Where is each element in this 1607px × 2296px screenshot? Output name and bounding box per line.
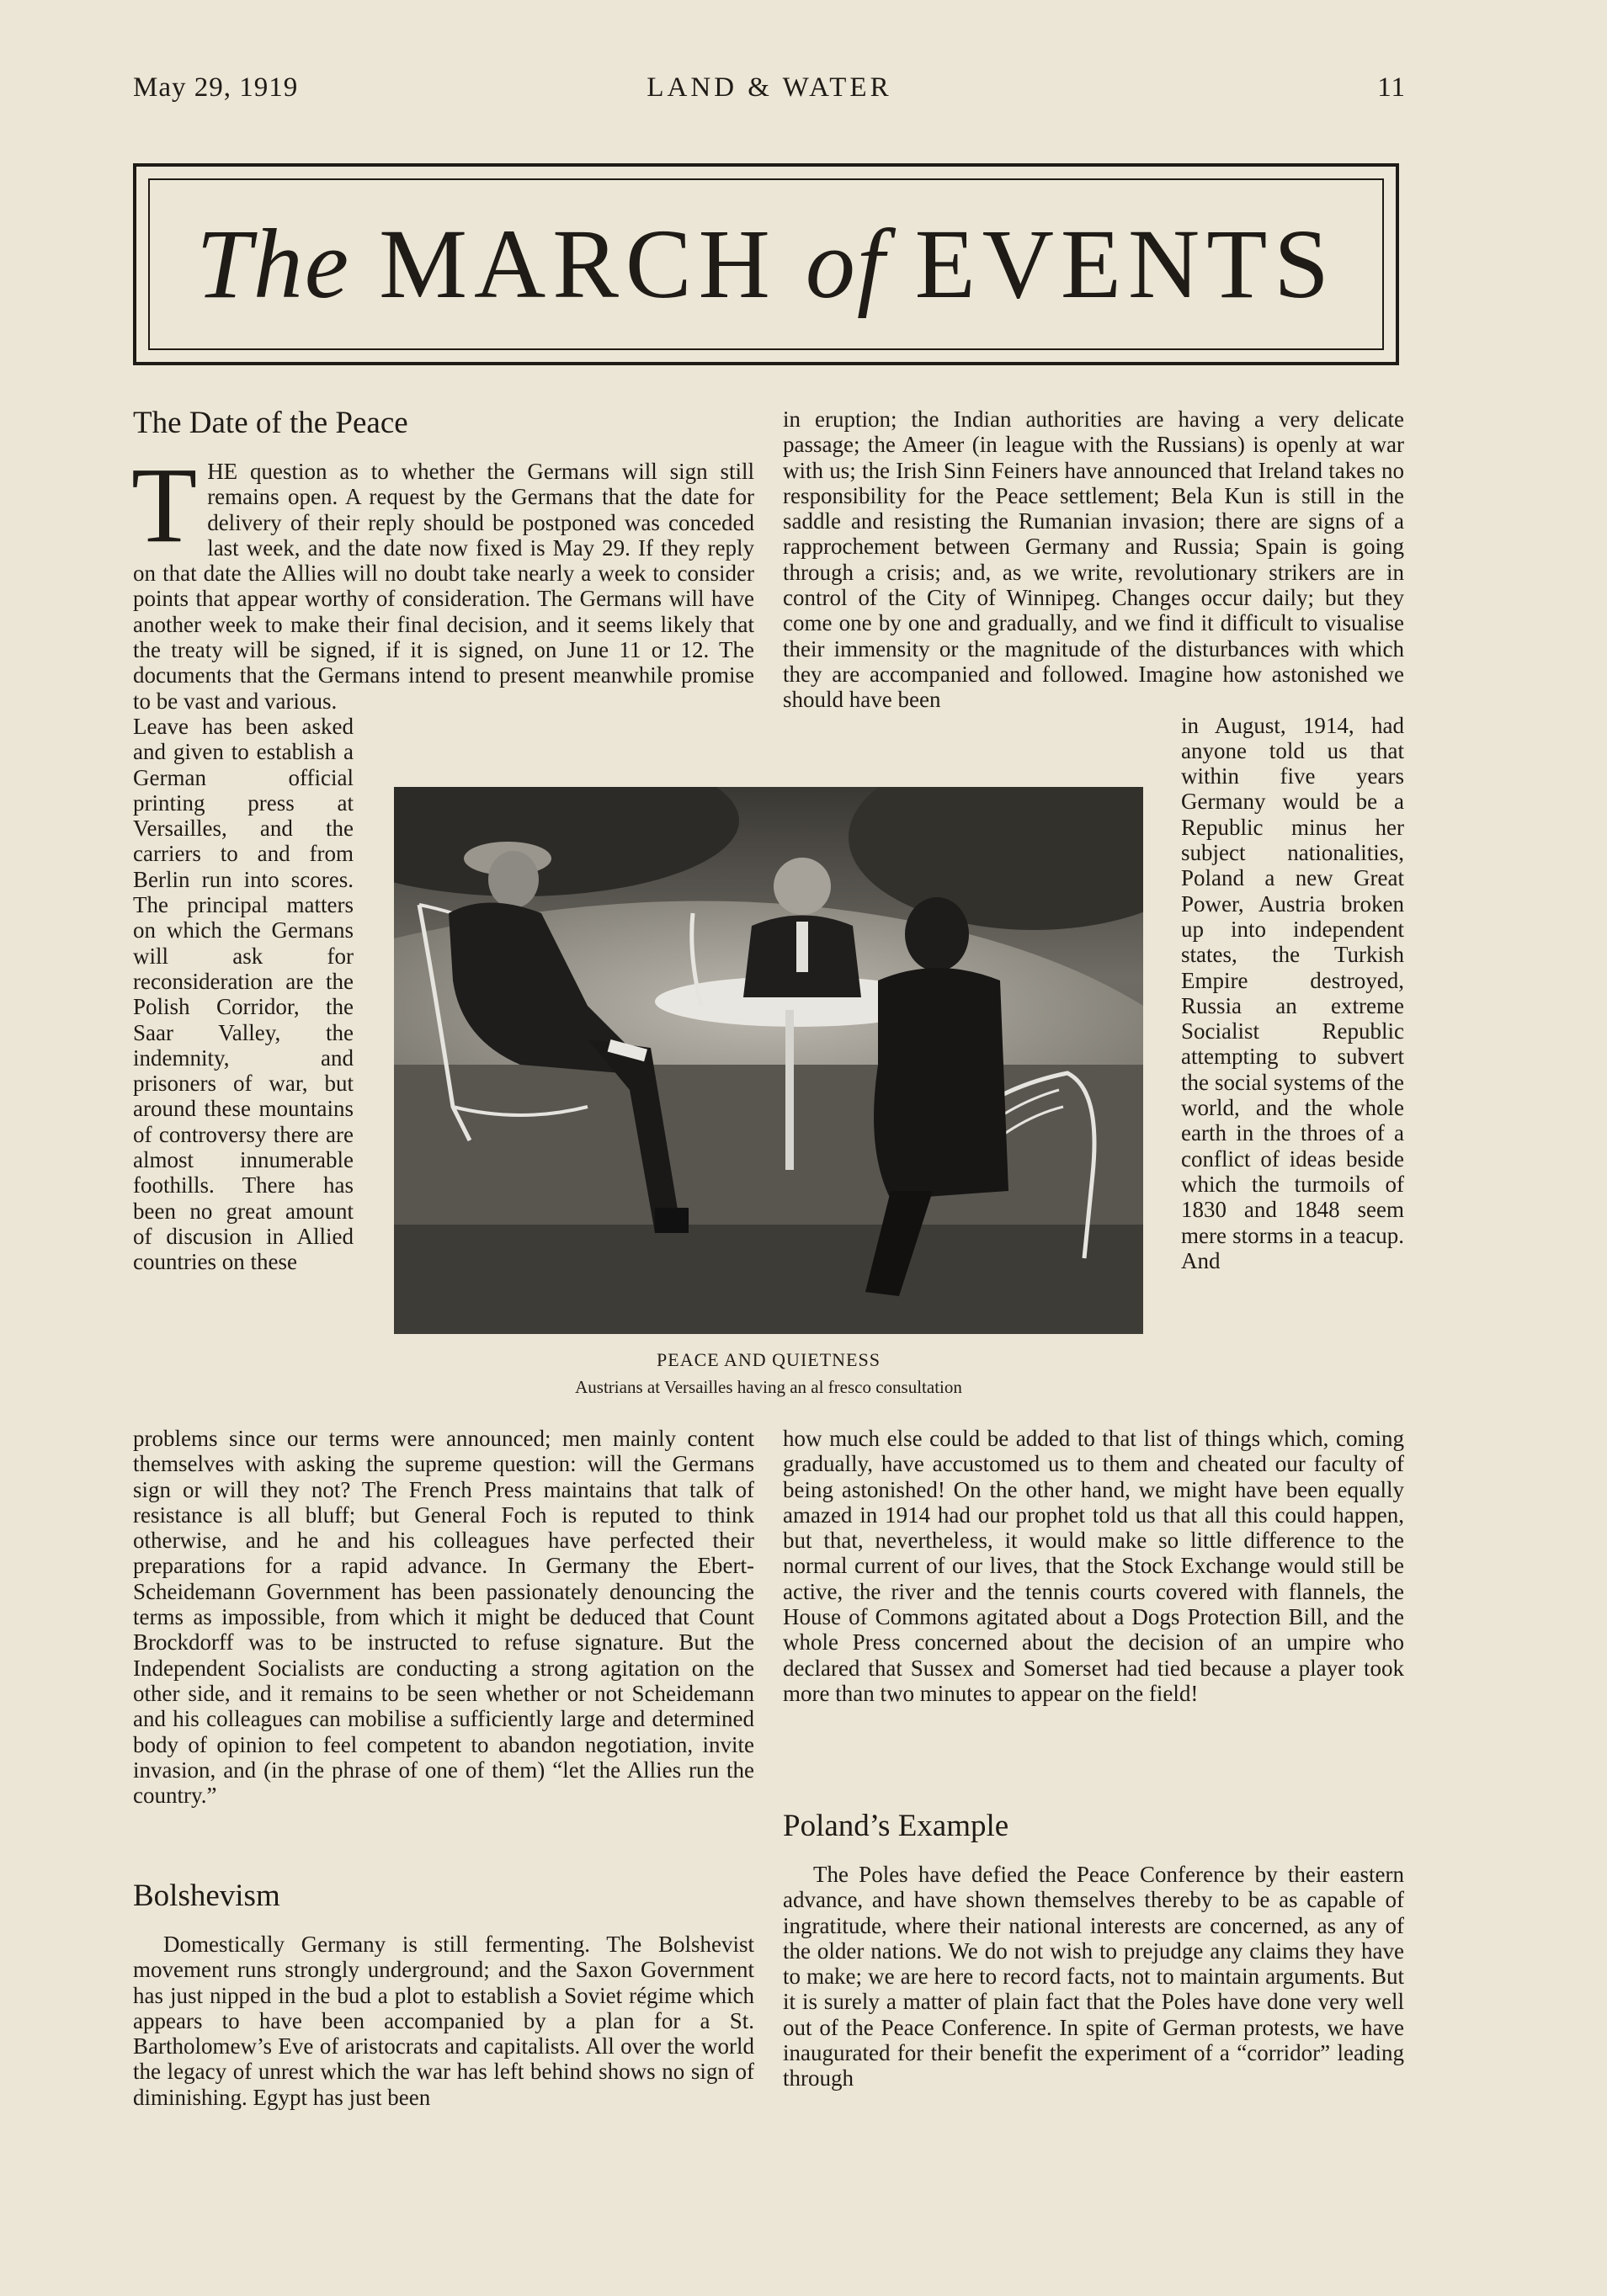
article-poland <box>783 1810 1404 2091</box>
photo-caption-title: PEACE AND QUIETNESS <box>657 1349 881 1370</box>
article-continuation <box>133 1426 754 1808</box>
opening-text: HE question as to whether the Germans will sign still remains open. A request by the Germans that the date for delivery of their reply should be postponed was conceded last week, and the date now fixed is May 29. If they reply on that date the Allies will no doubt take nearly a week to consider points that appear worthy of consideration. The Germans will have another week to make their final decision, and it seems likely that the treaty will be signed, if it is signed, on June 11 or 12. The documents that the Germans intend to present meanwhile promise to be vast and various. <box>133 459 754 714</box>
section-heading: The Date of the Peace <box>133 406 408 440</box>
article-bolshevism <box>133 1879 754 2110</box>
poland-paragraph: The Poles have defied the Peace Conference by their eastern advance, and have shown themselves thereby to be as capable of ingratitude, where their national interests are concerned, as any of the older nations. We do not wish to prejudge any claims they have to make; we are here to record facts, not to maintain arguments. But it is surely a matter of plain fact that the Poles have done very well out of the Peace Conference. In spite of German protests, we have inaugurated for their benefit the experiment of a “corridor” leading through <box>783 1862 1404 2091</box>
running-head <box>133 72 1406 114</box>
page-number: 11 <box>1377 72 1406 103</box>
masthead-box <box>133 163 1399 365</box>
masthead-events: EVENTS <box>914 209 1336 319</box>
section-heading: Poland’s Example <box>783 1809 1009 1843</box>
right-continuation-paragraph: how much else could be added to that list of things which, coming gradually, have accustomed us to them and cheated our faculty of being astonished! On the other hand, we might have been equally amazed in 1914 had our prophet told us that all this could happen, but that, nevertheless, it would make so little difference to the normal current of our lives, that the Stock Exchange would still be active, the river and the tennis courts covered with flannels, the House of Commons agitated about a Dogs Protection Bill, and the whole Press concerned about the decision of an umpire who declared that Sussex and Somerset had tied because a player took more than two minutes to appear on the field! <box>783 1426 1404 1706</box>
bolshevism-paragraph: Domestically Germany is still fermenting. The Bolshevist movement runs strongly underground; and the Saxon Government has just nipped in the bud a plot to establish a Soviet régime which appears to have been accompanied by a plan for a St. Bartholomew’s Eve of aristocrats and capitalists. All over the world the legacy of unrest which the war has left behind shows no sign of diminishing. Egypt has just been <box>133 1932 754 2110</box>
section-heading: Bolshevism <box>133 1879 280 1913</box>
right-top-paragraph: in eruption; the Indian authorities are having a very delicate passage; the Ameer (in league with the Russians) is openly at war with us; the Irish Sinn Feiners have announced that Ireland takes no responsibility for the Peace settlement; Bela Kun is still in the saddle and resisting the Rumanian invasion; there are signs of a rapprochement between Germany and Russia; Spain is going through a crisis; and, as we write, revolutionary strikers are in control of the City of Winnipeg. Changes occur daily; but they come one by one and gradually, and we find it difficult to visualise their immensity or the magnitude of the disturbances with which they are accompanied and followed. Imagine how astonished we should have been <box>783 407 1404 713</box>
issue-date: May 29, 1919 <box>133 72 299 103</box>
photo-image <box>394 787 1143 1334</box>
photo-caption: Austrians at Versailles having an al fresco consultation <box>575 1377 962 1397</box>
publication-name: LAND & WATER <box>647 72 892 103</box>
article-opening-paragraph <box>131 445 754 714</box>
masthead-of: of <box>805 209 886 319</box>
continuation-paragraph: problems since our terms were announced; men mainly content themselves with asking the supreme question: will the Germans sign or will they not? The French Press maintains that talk of resistance is all bluff; but General Foch is reputed to think otherwise, and he and his colleagues have perfected their preparations for a rapid advance. In Germany the Ebert-Scheidemann Government has been passionately denouncing the terms as impossible, from which it might be deduced that Count Brockdorff was to be instructed to refuse signature. But the Independent Socialists are conducting a strong agitation on the other side, and it remains to be seen whether or not Scheidemann and his colleagues can mobilise a sufficiently large and determined body of opinion to feel competent to abandon negotiation, invite invasion, and (in the phrase of one of them) “let the Allies run the country.” <box>133 1426 754 1809</box>
photograph <box>394 787 1143 1334</box>
masthead-the: The <box>196 209 351 319</box>
narrow-text-left: Leave has been asked and given to establish a German official printing press at Versailles, and the carriers to and from Berlin run into scores. The principal matters on which the Germans will ask for reconsideration are the Polish Corridor, the Saar Valley, the indemnity, and prisoners of war, but around these mountains of controversy there are almost innumerable foothills. There has been no great amount of discusion in Allied countries on these <box>133 713 354 1275</box>
masthead-march: MARCH <box>379 209 777 319</box>
masthead-title <box>148 178 1384 350</box>
narrow-text-right: in August, 1914, had anyone told us that within five years Germany would be a Republic minus her subject nationalities, Poland a new Great Power, Austria broken up into independent states, the Turkish Empire destroyed, Russia an extreme Socialist Republic attempting to subvert the social systems of the world, and the whole earth in the throes of a conflict of ideas beside which the turmoils of 1830 and 1848 seem mere storms in a teacup. And <box>1181 712 1404 1273</box>
drop-cap: T <box>131 445 198 565</box>
photo-figure <box>394 787 1143 1334</box>
right-continuation <box>783 1426 1404 1706</box>
